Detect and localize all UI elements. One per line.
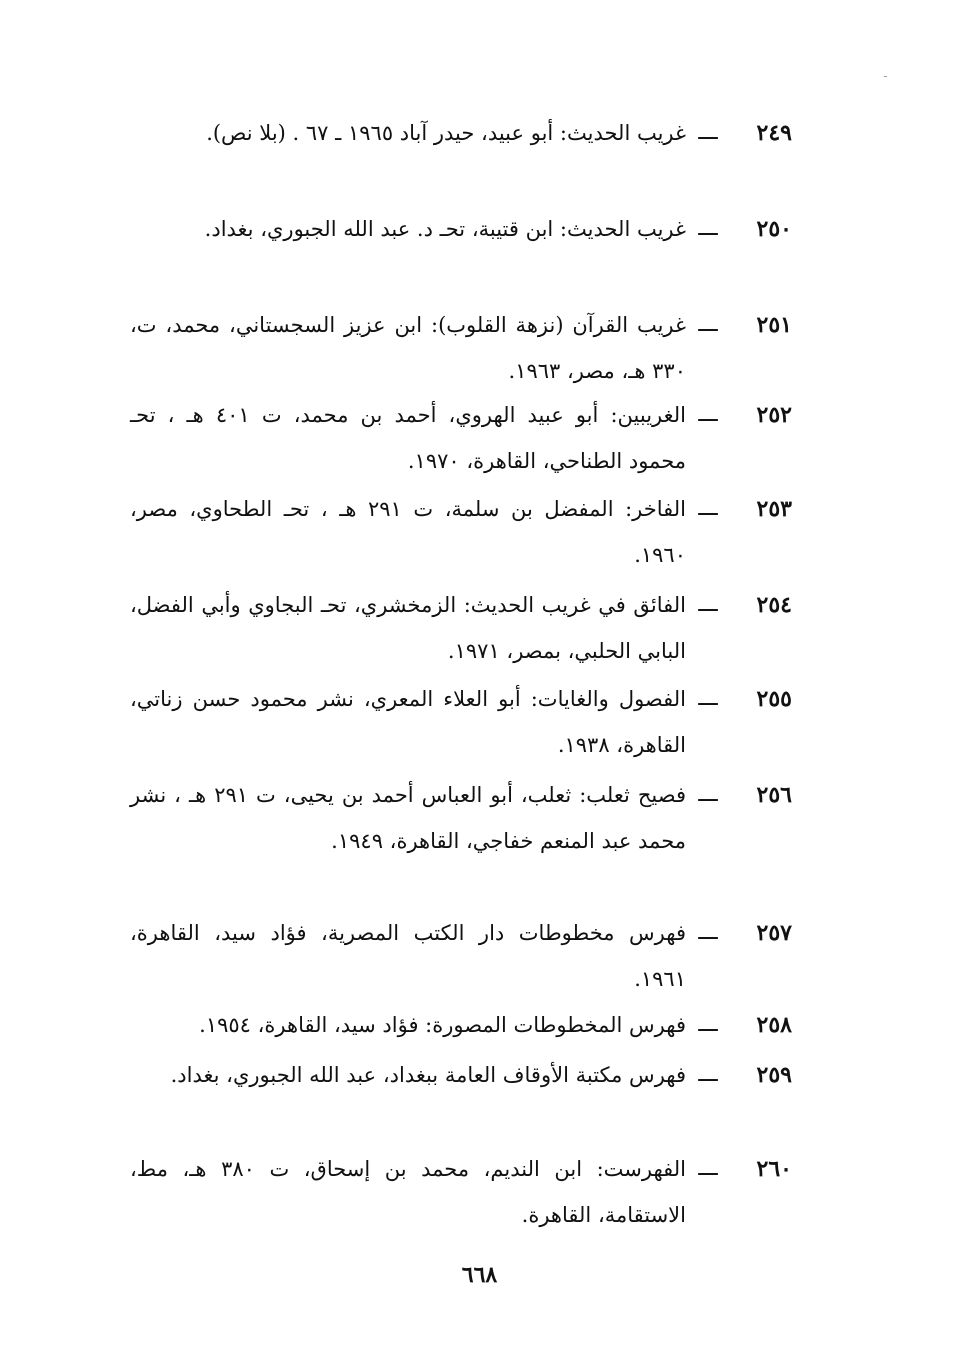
entry-dash: ـــ — [698, 1156, 718, 1181]
entry-number: ٢٥٦ — [756, 782, 792, 808]
bibliography-entry — [130, 1002, 792, 1048]
bibliography-entry — [130, 110, 792, 156]
bibliography-entry — [130, 910, 792, 1002]
entry-dash: ـــ — [698, 686, 718, 711]
bibliography-entry — [130, 1146, 792, 1238]
entry-text: الفصول والغايات: أبو العلاء المعري، نشر محمود حسن زناتي، القاهرة، ١٩٣٨. — [130, 687, 686, 757]
page-number: ٦٦٨ — [461, 1262, 498, 1288]
entry-number: ٢٥١ — [756, 312, 792, 338]
bibliography-entry — [130, 1052, 792, 1098]
bibliography-entry — [130, 676, 792, 768]
entry-text: الفهرست: ابن النديم، محمد بن إسحاق، ت ٣٨٠ هـ، مط، الاستقامة، القاهرة. — [130, 1157, 686, 1227]
entry-number: ٢٥٤ — [756, 592, 792, 618]
entry-number: ٢٥٧ — [756, 920, 792, 946]
bibliography-entry — [130, 302, 792, 394]
entry-dash: ـــ — [698, 216, 718, 241]
entry-text: الفاخر: المفضل بن سلمة، ت ٢٩١ هـ ، تحـ الطحاوي، مصر، ١٩٦٠. — [130, 497, 686, 567]
entry-number: ٢٤٩ — [756, 120, 792, 146]
entry-text: غريب الحديث: ابن قتيبة، تحـ د. عبد الله الجبوري، بغداد. — [204, 217, 686, 241]
entry-number: ٢٥٢ — [756, 402, 792, 428]
entry-text: الفائق في غريب الحديث: الزمخشري، تحـ البجاوي وأبي الفضل، البابي الحلبي، بمصر، ١٩٧١. — [130, 593, 686, 663]
entry-dash: ـــ — [698, 120, 718, 145]
entry-dash: ـــ — [698, 1062, 718, 1087]
entry-number: ٢٦٠ — [756, 1156, 792, 1182]
entry-text: الغريبين: أبو عبيد الهروي، أحمد بن محمد، ت ٤٠١ هـ ، تحـ محمود الطناحي، القاهرة، ١٩٧٠. — [130, 403, 686, 473]
bibliography-entry — [130, 772, 792, 864]
scan-mark — [884, 76, 887, 77]
entry-text: غريب القرآن (نزهة القلوب): ابن عزيز السجستاني، محمد، ت، ٣٣٠ هـ، مصر، ١٩٦٣. — [130, 313, 686, 383]
entry-dash: ـــ — [698, 1012, 718, 1037]
entry-text: فهرس مكتبة الأوقاف العامة ببغداد، عبد الله الجبوري، بغداد. — [170, 1063, 686, 1087]
entry-dash: ـــ — [698, 592, 718, 617]
bibliography-entry — [130, 486, 792, 578]
bibliography-entry — [130, 392, 792, 484]
entry-dash: ـــ — [698, 496, 718, 521]
entry-text: فصيح ثعلب: ثعلب، أبو العباس أحمد بن يحيى، ت ٢٩١ هـ ، نشر محمد عبد المنعم خفاجي، القاهرة، ١٩٤٩. — [130, 783, 687, 853]
entry-text: فهرس المخطوطات المصورة: فؤاد سيد، القاهرة، ١٩٥٤. — [199, 1013, 686, 1037]
bibliography-entry — [130, 206, 792, 252]
entry-dash: ـــ — [698, 920, 718, 945]
entry-text: غريب الحديث: أبو عبيد، حيدر آباد ١٩٦٥ ـ ٦٧ . (بلا نص). — [206, 121, 686, 145]
bibliography-entry — [130, 582, 792, 674]
entry-dash: ـــ — [698, 782, 718, 807]
entry-dash: ـــ — [698, 312, 718, 337]
entry-number: ٢٥٨ — [756, 1012, 792, 1038]
entry-number: ٢٥٥ — [756, 686, 792, 712]
entry-dash: ـــ — [698, 402, 718, 427]
entry-text: فهرس مخطوطات دار الكتب المصرية، فؤاد سيد، القاهرة، ١٩٦١. — [130, 921, 686, 991]
entry-number: ٢٥٣ — [756, 496, 792, 522]
entry-number: ٢٥٠ — [756, 216, 792, 242]
entry-number: ٢٥٩ — [756, 1062, 792, 1088]
